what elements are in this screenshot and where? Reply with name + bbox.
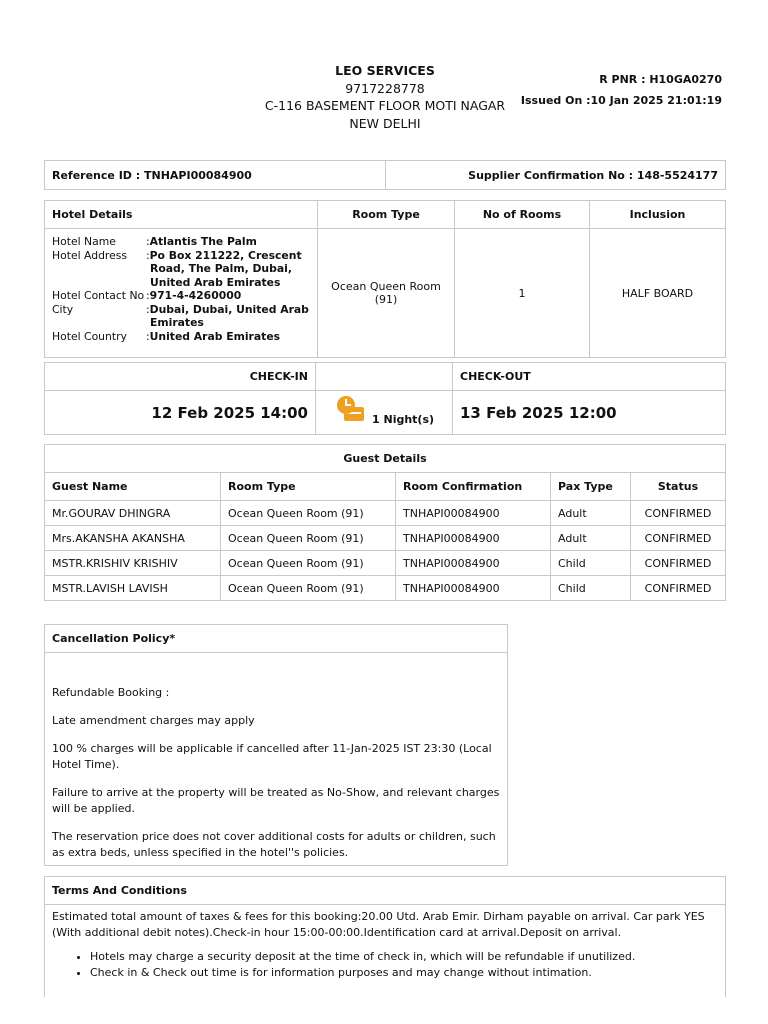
hotel-details-header: Hotel Details	[45, 201, 318, 229]
guest-room-type: Ocean Queen Room (91)	[221, 576, 396, 601]
terms-title: Terms And Conditions	[45, 877, 725, 905]
table-row	[45, 551, 726, 576]
hotel-info-cell	[45, 229, 318, 358]
nights-cell	[316, 391, 453, 435]
reference-table	[44, 160, 726, 190]
status-badge: CONFIRMED	[631, 501, 726, 526]
hotel-address-label: Hotel Address	[52, 248, 128, 262]
guest-name: MSTR.LAVISH LAVISH	[45, 576, 221, 601]
guest-room-type: Ocean Queen Room (91)	[221, 526, 396, 551]
room-type-header: Room Type	[318, 201, 455, 229]
terms-and-conditions	[44, 876, 726, 997]
agency-block	[250, 62, 520, 132]
status-badge: CONFIRMED	[631, 526, 726, 551]
hotel-table	[44, 200, 726, 358]
status-header: Status	[631, 473, 726, 501]
nights-label: 1 Night(s)	[372, 413, 435, 426]
check-table	[44, 362, 726, 435]
status-badge: CONFIRMED	[631, 576, 726, 601]
list-item: • Check in & Check out time is for information purposes and may change without intimation.	[90, 965, 718, 981]
room-confirmation: TNHAPI00084900	[396, 551, 551, 576]
nights-header	[316, 363, 453, 391]
pax-type: Child	[551, 551, 631, 576]
room-confirmation: TNHAPI00084900	[396, 501, 551, 526]
table-row	[45, 576, 726, 601]
room-confirmation-header: Room Confirmation	[396, 473, 551, 501]
hotel-country-value: : United Arab Emirates	[146, 330, 310, 344]
hotel-contact-label: Hotel Contact No	[52, 289, 145, 302]
hotel-city-value: : Dubai, Dubai, United Arab Emirates	[146, 303, 310, 330]
guest-room-type-header: Room Type	[221, 473, 396, 501]
guest-details-title: Guest Details	[45, 445, 726, 473]
pax-type: Adult	[551, 501, 631, 526]
policy-line: Late amendment charges may apply	[52, 714, 255, 727]
checkout-label: CHECK-OUT	[453, 363, 726, 391]
clock-card-icon	[336, 393, 372, 429]
hotel-name-value: : Atlantis The Palm	[146, 235, 310, 249]
agency-phone: 9717228778	[345, 80, 425, 96]
policy-line: Refundable Booking :	[52, 686, 170, 699]
inclusion-header: Inclusion	[590, 201, 726, 229]
list-item: • Hotels may charge a security deposit at the time of check in, which will be refundable if unutilized.	[90, 949, 718, 965]
room-confirmation: TNHAPI00084900	[396, 526, 551, 551]
guest-name-header: Guest Name	[45, 473, 221, 501]
room-type-value: Ocean Queen Room (91)	[318, 229, 455, 358]
guest-room-type: Ocean Queen Room (91)	[221, 551, 396, 576]
rooms-header: No of Rooms	[455, 201, 590, 229]
agency-name: LEO SERVICES	[335, 63, 435, 78]
table-row	[45, 501, 726, 526]
guest-room-type: Ocean Queen Room (91)	[221, 501, 396, 526]
supplier-confirmation: Supplier Confirmation No : 148-5524177	[386, 161, 726, 190]
cancellation-policy	[44, 624, 508, 866]
policy-line: 100 % charges will be applicable if cancelled after 11-Jan-2025 IST 23:30 (Local Hotel Time).	[52, 742, 492, 771]
cancellation-title: Cancellation Policy*	[45, 625, 507, 653]
guest-name: MSTR.KRISHIV KRISHIV	[45, 551, 221, 576]
guest-name: Mrs.AKANSHA AKANSHA	[45, 526, 221, 551]
checkout-value: 13 Feb 2025 12:00	[453, 391, 726, 435]
rooms-value: 1	[455, 229, 590, 358]
guest-table	[44, 444, 726, 601]
inclusion-value: HALF BOARD	[590, 229, 726, 358]
pax-type: Adult	[551, 526, 631, 551]
policy-line: The reservation price does not cover additional costs for adults or children, such as extra beds, unless specified in the hotel''s policies.	[52, 830, 496, 859]
terms-text: Estimated total amount of taxes & fees for this booking:20.00 Utd. Arab Emir. Dirham payable on arrival. Car park YES (With additional debit notes).Check-in hour 15:00-00:00.Identification card at arrival.Deposit on arrival.	[52, 910, 705, 939]
hotel-address-value: : Po Box 211222, Crescent Road, The Palm, Dubai, United Arab Emirates	[146, 249, 310, 290]
policy-line: Failure to arrive at the property will be treated as No-Show, and relevant charges will be applied.	[52, 786, 500, 815]
table-row	[45, 526, 726, 551]
issued-on: Issued On :10 Jan 2025 21:01:19	[520, 94, 722, 107]
hotel-name-label: Hotel Name	[52, 235, 116, 248]
reference-id: Reference ID : TNHAPI00084900	[45, 161, 386, 190]
hotel-city-label: City	[52, 302, 74, 316]
terms-list	[52, 949, 718, 981]
hotel-country-label: Hotel Country	[52, 329, 127, 343]
checkin-value: 12 Feb 2025 14:00	[45, 391, 316, 435]
guest-name: Mr.GOURAV DHINGRA	[45, 501, 221, 526]
pnr-block	[521, 69, 722, 111]
status-badge: CONFIRMED	[631, 551, 726, 576]
agency-address-line-2: NEW DELHI	[349, 115, 421, 131]
pnr-number: R PNR : H10GA0270	[599, 73, 722, 86]
hotel-contact-value: : 971-4-4260000	[146, 289, 310, 303]
pax-type: Child	[551, 576, 631, 601]
agency-address-line-1: C-116 BASEMENT FLOOR MOTI NAGAR	[264, 98, 506, 113]
checkin-label: CHECK-IN	[45, 363, 316, 391]
pax-type-header: Pax Type	[551, 473, 631, 501]
room-confirmation: TNHAPI00084900	[396, 576, 551, 601]
